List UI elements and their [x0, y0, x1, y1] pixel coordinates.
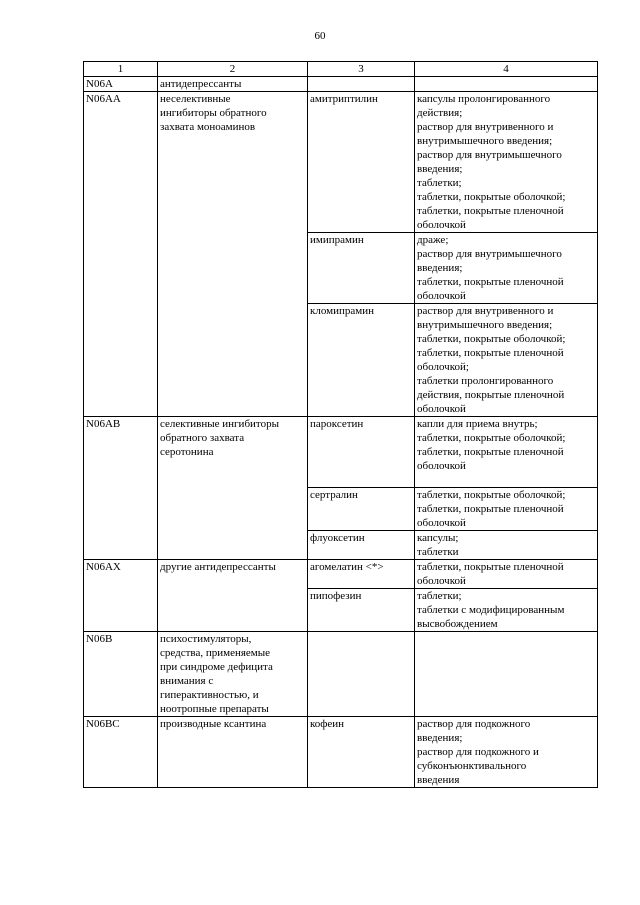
atc-code: N06BC [84, 717, 158, 788]
table-row [84, 77, 598, 92]
table-row [84, 717, 598, 788]
table-header-row [84, 62, 598, 77]
atc-code: N06A [84, 77, 158, 92]
dosage-forms: раствор для внутривенного и внутримышечного введения; таблетки, покрытые оболочкой; таблетки, покрытые пленочной оболочкой; таблетки пролонгированного действия, покрытые пленочной оболочкой [415, 304, 598, 417]
dosage-forms: драже; раствор для внутримышечного введения; таблетки, покрытые пленочной оболочкой [415, 233, 598, 304]
page-number: 60 [314, 30, 326, 42]
table-row [84, 632, 598, 717]
atc-code: N06B [84, 632, 158, 717]
drug-name [308, 632, 415, 717]
dosage-forms [415, 77, 598, 92]
dosage-forms: таблетки, покрытые пленочной оболочкой [415, 560, 598, 589]
dosage-forms: капсулы пролонгированного действия; раствор для внутривенного и внутримышечного введения; раствор для внутримышечного введения; таблетки; таблетки, покрытые оболочкой; таблетки, покрытые пленочной оболочкой [415, 92, 598, 233]
dosage-forms: капли для приема внутрь; таблетки, покрытые оболочкой; таблетки, покрытые пленочной оболочкой [415, 417, 598, 488]
atc-group: неселективные ингибиторы обратного захвата моноаминов [158, 92, 308, 417]
drug-name: амитриптилин [308, 92, 415, 233]
atc-group: другие антидепрессанты [158, 560, 308, 632]
header-cell-2: 2 [158, 62, 308, 77]
atc-code: N06AB [84, 417, 158, 560]
drug-name: пипофезин [308, 589, 415, 632]
drug-name: агомелатин <*> [308, 560, 415, 589]
header-cell-3: 3 [308, 62, 415, 77]
dosage-forms: раствор для подкожного введения; раствор для подкожного и субконъюнктивального введения [415, 717, 598, 788]
drug-name: флуоксетин [308, 531, 415, 560]
table-row [84, 92, 598, 233]
table-row [84, 417, 598, 488]
drug-name: пароксетин [308, 417, 415, 488]
atc-code: N06AX [84, 560, 158, 632]
table-row [84, 560, 598, 589]
atc-group: производные ксантина [158, 717, 308, 788]
drug-name: сертралин [308, 488, 415, 531]
dosage-forms: таблетки, покрытые оболочкой; таблетки, покрытые пленочной оболочкой [415, 488, 598, 531]
drug-name [308, 77, 415, 92]
dosage-forms: капсулы; таблетки [415, 531, 598, 560]
drug-table [83, 61, 598, 788]
header-cell-4: 4 [415, 62, 598, 77]
drug-name: имипрамин [308, 233, 415, 304]
dosage-forms: таблетки; таблетки с модифицированным высвобождением [415, 589, 598, 632]
atc-group: психостимуляторы, средства, применяемые при синдроме дефицита внимания с гиперактивностью, и ноотропные препараты [158, 632, 308, 717]
header-cell-1: 1 [84, 62, 158, 77]
drug-name: кломипрамин [308, 304, 415, 417]
atc-group: антидепрессанты [158, 77, 308, 92]
atc-group: селективные ингибиторы обратного захвата серотонина [158, 417, 308, 560]
atc-code: N06AA [84, 92, 158, 417]
drug-name: кофеин [308, 717, 415, 788]
dosage-forms [415, 632, 598, 717]
